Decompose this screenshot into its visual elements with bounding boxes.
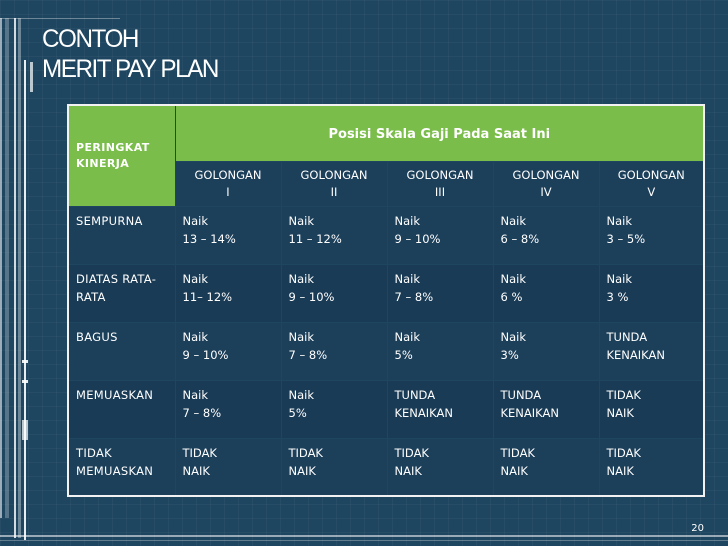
column-header-line: GOLONGAN [194, 167, 262, 182]
column-header-line: III [434, 184, 446, 199]
row-label [68, 264, 175, 322]
table-cell [387, 380, 493, 438]
cell-line: TIDAK [500, 445, 535, 460]
cell-line: 5% [394, 347, 413, 362]
table-cell [175, 438, 281, 496]
cell-line: TIDAK [606, 387, 641, 402]
column-header-golongan-4 [493, 161, 599, 206]
column-header-golongan-2 [281, 161, 387, 206]
table-row [68, 206, 704, 264]
table-cell [175, 264, 281, 322]
cell-line: Naik [288, 329, 315, 344]
cell-line: 7 – 8% [182, 405, 222, 420]
decorative-bar [0, 18, 2, 518]
cell-line: 9 – 10% [394, 231, 441, 246]
table-cell [599, 264, 704, 322]
cell-line: NAIK [606, 405, 634, 420]
table-cell [175, 380, 281, 438]
cell-line: Naik [288, 213, 315, 228]
column-header-line: GOLONGAN [300, 167, 368, 182]
cell-line: 7 – 8% [394, 289, 434, 304]
column-header-golongan-5 [599, 161, 704, 206]
cell-line: 5% [288, 405, 307, 420]
table-cell [599, 438, 704, 496]
corner-header [68, 105, 175, 206]
cell-line: NAIK [606, 463, 634, 478]
cell-line: 7 – 8% [288, 347, 328, 362]
table-cell [387, 438, 493, 496]
row-label-line: RATA [76, 289, 106, 304]
cell-line: 11 – 12% [288, 231, 342, 246]
table-cell [175, 322, 281, 380]
table-cell [175, 206, 281, 264]
table-cell [281, 322, 387, 380]
cell-line: Naik [394, 329, 421, 344]
column-header-line: I [226, 184, 230, 199]
row-label-line: DIATAS RATA- [76, 271, 157, 286]
cell-line: 6 % [500, 289, 523, 304]
cell-line: TIDAK [182, 445, 217, 460]
column-header-line: GOLONGAN [406, 167, 474, 182]
column-header-line: II [330, 184, 338, 199]
decorative-bar [5, 18, 9, 518]
cell-line: 9 – 10% [182, 347, 229, 362]
table-cell [493, 322, 599, 380]
row-label [68, 322, 175, 380]
cell-line: 9 – 10% [288, 289, 335, 304]
cell-line: TIDAK [606, 445, 641, 460]
decorative-bar [14, 18, 16, 538]
row-label [68, 206, 175, 264]
table-cell [493, 206, 599, 264]
corner-header-label: PERINGKAT KINERJA [76, 140, 150, 170]
cell-line: KENAIKAN [394, 405, 453, 420]
cell-line: TUNDA [394, 387, 436, 402]
cell-line: 6 – 8% [500, 231, 540, 246]
cell-line: 3 – 5% [606, 231, 646, 246]
cell-line: KENAIKAN [606, 347, 665, 362]
cell-line: TUNDA [606, 329, 648, 344]
cell-line: TIDAK [394, 445, 429, 460]
cell-line: Naik [394, 271, 421, 286]
table-cell [599, 322, 704, 380]
decorative-bar [0, 535, 728, 537]
table-cell [599, 206, 704, 264]
column-header-line: GOLONGAN [617, 167, 685, 182]
cell-line: Naik [288, 387, 315, 402]
cell-line: 3 % [606, 289, 629, 304]
row-label-line: TIDAK [76, 445, 112, 460]
table-cell [281, 264, 387, 322]
cell-line: NAIK [394, 463, 422, 478]
row-label-line: SEMPURNA [76, 213, 143, 228]
row-label [68, 438, 175, 496]
group-header [175, 105, 704, 161]
decorative-bar [0, 540, 728, 541]
column-header-golongan-1 [175, 161, 281, 206]
merit-pay-table [67, 104, 705, 497]
table-cell [493, 438, 599, 496]
decorative-bar [30, 62, 33, 92]
cell-line: Naik [606, 271, 633, 286]
cell-line: Naik [288, 271, 315, 286]
cell-line: Naik [182, 213, 209, 228]
row-label [68, 380, 175, 438]
decorative-bar [22, 360, 28, 363]
cell-line: 13 – 14% [182, 231, 236, 246]
decorative-bar [18, 18, 21, 538]
table-cell [281, 380, 387, 438]
cell-line: Naik [500, 271, 527, 286]
cell-line: Naik [182, 329, 209, 344]
cell-line: 3% [500, 347, 519, 362]
decorative-bar [22, 380, 28, 383]
table-cell [493, 264, 599, 322]
column-header-line: IV [540, 184, 552, 199]
table-row [68, 380, 704, 438]
table-cell [387, 206, 493, 264]
cell-line: Naik [606, 213, 633, 228]
cell-line: TIDAK [288, 445, 323, 460]
table-cell [281, 206, 387, 264]
cell-line: TUNDA [500, 387, 542, 402]
row-label-line: BAGUS [76, 329, 118, 344]
group-header-label: Posisi Skala Gaji Pada Saat Ini [328, 126, 551, 142]
slide-title-line2: MERIT PAY PLAN [42, 55, 218, 83]
slide-number: 20 [691, 523, 704, 534]
decorative-bar [24, 60, 26, 540]
decorative-bar [0, 18, 120, 19]
cell-line: Naik [182, 387, 209, 402]
cell-line: NAIK [288, 463, 316, 478]
cell-line: Naik [500, 329, 527, 344]
table-cell [493, 380, 599, 438]
cell-line: NAIK [500, 463, 528, 478]
table-row [68, 322, 704, 380]
table-cell [599, 380, 704, 438]
column-header-golongan-3 [387, 161, 493, 206]
table-row [68, 264, 704, 322]
cell-line: Naik [182, 271, 209, 286]
cell-line: KENAIKAN [500, 405, 559, 420]
slide-title [42, 24, 218, 84]
table-cell [387, 322, 493, 380]
decorative-bar [22, 420, 28, 440]
table-cell [281, 438, 387, 496]
slide-title-line1: CONTOH [42, 25, 138, 53]
cell-line: 11– 12% [182, 289, 233, 304]
cell-line: NAIK [182, 463, 210, 478]
column-header-line: V [647, 184, 656, 199]
column-header-line: GOLONGAN [512, 167, 580, 182]
row-label-line: MEMUASKAN [76, 463, 154, 478]
row-label-line: MEMUASKAN [76, 387, 154, 402]
cell-line: Naik [394, 213, 421, 228]
cell-line: Naik [500, 213, 527, 228]
table-cell [387, 264, 493, 322]
table-row [68, 438, 704, 496]
